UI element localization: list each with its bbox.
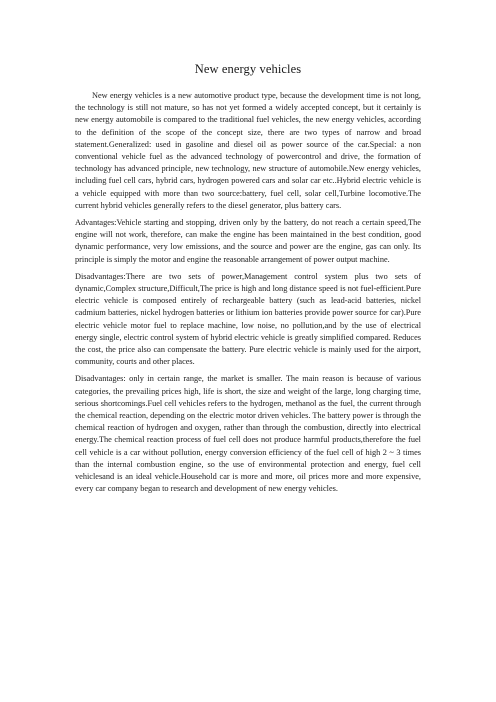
document-title: New energy vehicles <box>194 62 302 76</box>
paragraph-disadvantages-electric: Disadvantages: only in certain range, the market is smaller. The main reason is because of various categories, the prevailing prices high, life is short, the size and weight of the large, long charging time, serious shortcomings.Fuel cell vehicles refers to the hydrogen, methanol as the fuel, the current through the chemical reaction, depending on the electric motor driven vehicles. The battery power is through the chemical reaction of hydrogen and oxygen, rather than through the combustion, directly into electrical energy.The chemical reaction process of fuel cell does not produce harmful products,therefore the fuel cell vehicle is a car without pollution, energy conversion efficiency of the fuel cell of high 2 ~ 3 times than the internal combustion engine, so the use of environmental protection and energy, fuel cell vehiclesand is an ideal vehicle.Household car is more and more, oil prices more and more expensive, every car company began to research and development of new energy vehicles. <box>75 374 421 494</box>
document-page <box>75 62 421 501</box>
paragraph-intro: New energy vehicles is a new automotive product type, because the development time is not long, the technology is still not mature, so has not yet formed a widely accepted concept, but it certainly is new energy automobile is compared to the traditional fuel vehicles, the new energy vehicles, according to the definition of the scope of the concept size, there are two types of narrow and broad statement.Generalized: used in gasoline and diesel oil as power source of the car.Special: a non conventional vehicle fuel as the advanced technology of powercontrol and drive, the formation of technology has advanced principle, new technology, new structure of automobile.New energy vehicles, including fuel cell cars, hybrid cars, hydrogen powered cars and solar car etc..Hybrid electric vehicle is a vehicle equipped with more than two source:battery, fuel cell, solar cell,Turbine locomotive.The current hybrid vehicles generally refers to the diesel generator, plus battery cars. <box>75 91 421 210</box>
paragraph-disadvantages-hybrid: Disadvantages:There are two sets of power,Management control system plus two sets of dynamic,Complex structure,Difficult,The price is high and long distance speed is not fuel-efficient.Pure electric vehicle is composed entirely of rechargeable battery (such as lead-acid batteries, nickel cadmium batteries, nickel hydrogen batteries or lithium ion batteries provide power source for car).Pure electric vehicle motor fuel to replace machine, low noise, no pollution,and by the use of electrical energy single, electric control system of hybrid electric vehicle is greatly simplified compared. Reduces the cost, the price also can compensate the battery. Pure electric vehicle is mainly used for the airport, community, courts and other places. <box>75 271 421 367</box>
paragraph-advantages: Advantages:Vehicle starting and stopping, driven only by the battery, do not reach a certain speed,The engine will not work, therefore, can make the engine has been maintained in the best condition, good dynamic performance, very low emissions, and the source and power are the engine, gas can only. Its principle is simply the motor and engine the reasonable arrangement of power output machine. <box>75 218 421 264</box>
